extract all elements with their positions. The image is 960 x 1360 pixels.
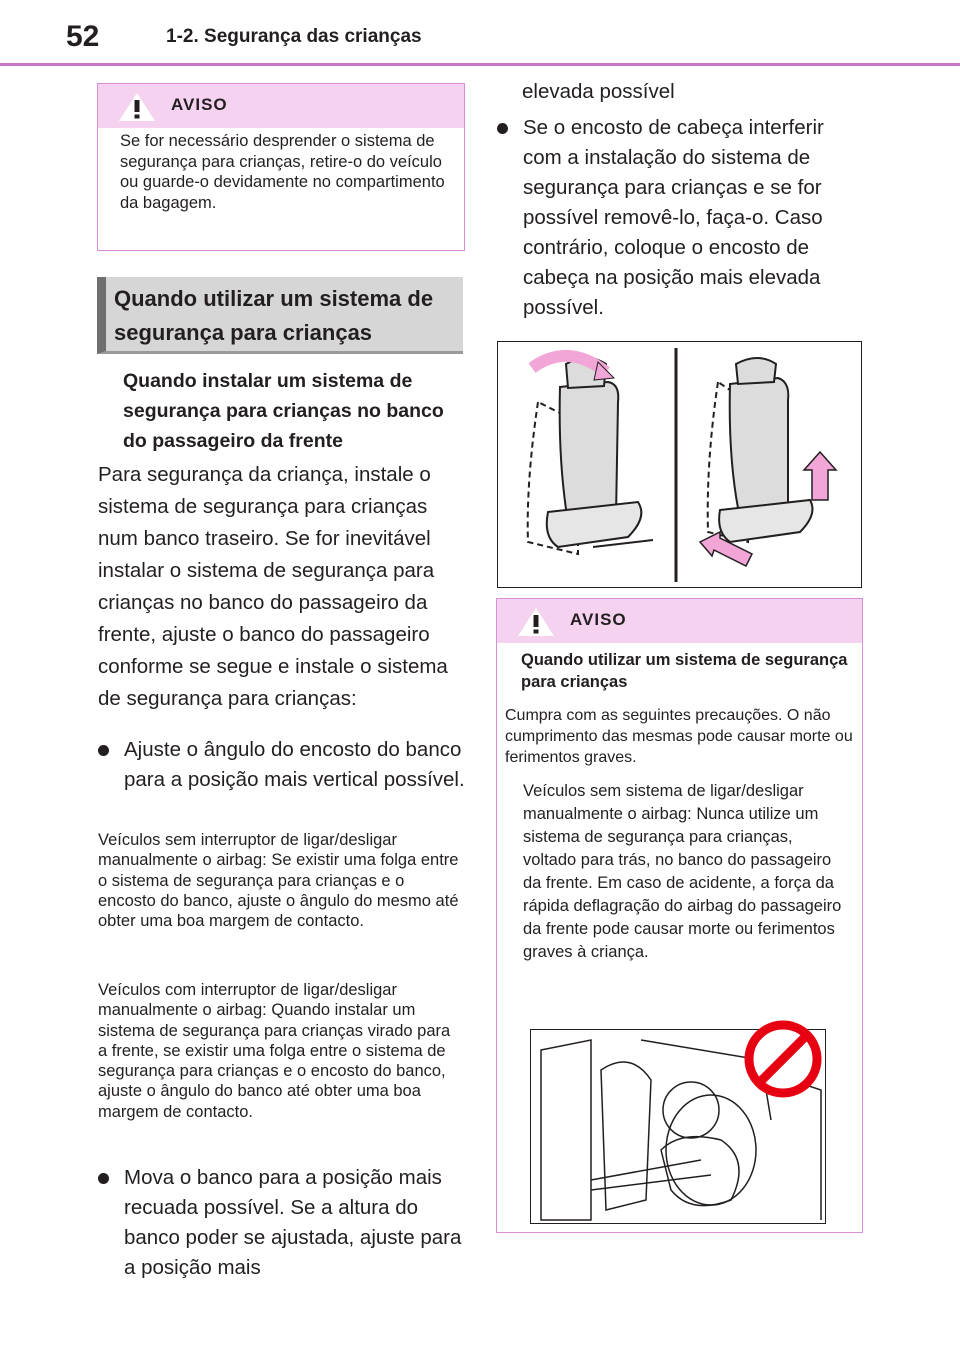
warning-box xyxy=(496,598,863,1233)
warning-label: AVISO xyxy=(171,95,228,114)
bullet-text: Se o encosto de cabeça interferir com a instalação do sistema de segurança para crianças e se for possível removê-lo, faça-o. Caso contrário, coloque o encosto de cabeça na posição mais elevada possível. xyxy=(523,116,824,319)
bullet-dot xyxy=(497,123,508,134)
intro-paragraph: Para segurança da criança, instale o sistema de segurança para crianças num banco traseiro. Se for inevitável instalar o sistema de segurança para crianças no banco do passageiro da frente, ajuste o banco do passageiro conforme se segue e instale o sistema de segurança para crianças: xyxy=(98,463,448,710)
seat-left-icon xyxy=(528,356,653,554)
header-rule xyxy=(0,63,960,66)
section-title: Quando utilizar um sistema de segurança para crianças xyxy=(114,286,434,345)
warning-text: Se for necessário desprender o sistema de segurança para crianças, retire-o do veículo ou guarde-o devidamente no compartimento da bagagem. xyxy=(120,132,445,212)
seat-adjustment-illustration xyxy=(497,341,862,588)
section-heading xyxy=(97,277,463,354)
bullet-text: Mova o banco para a posição mais recuada possível. Se a altura do banco poder se ajustada, ajuste para a posição mais xyxy=(124,1166,462,1279)
note-paragraph: Veículos com interruptor de ligar/desligar manualmente o airbag: Quando instalar um sistema de segurança para crianças virado para a frente, se existir uma folga entre o sistema de segurança para crianças e o encosto do banco, ajuste o ângulo do banco até obter uma boa margem de contacto. xyxy=(98,981,451,1121)
section-header: 1-2. Segurança das crianças xyxy=(166,26,422,47)
seat-right-icon xyxy=(700,358,836,566)
subheading: Quando instalar um sistema de segurança para crianças no banco do passageiro da frente xyxy=(123,370,444,452)
bullet-dot xyxy=(98,745,109,756)
warning-subheading: Quando utilizar um sistema de segurança para crianças xyxy=(521,651,848,691)
warning-triangle-icon xyxy=(517,607,555,637)
prohibition-icon xyxy=(743,1019,823,1099)
bullet-continuation: elevada possível xyxy=(522,80,675,103)
warning-text: Veículos sem sistema de ligar/desligar manualmente o airbag: Nunca utilize um sistema de segurança para crianças, voltado para trás, no banco do passageiro da frente. Em caso de acidente, a força da rápida deflagração do airbag do passageiro da frente pode causar morte ou ferimentos graves à criança. xyxy=(523,782,842,961)
warning-header xyxy=(497,599,862,643)
warning-text: Cumpra com as seguintes precauções. O não cumprimento das mesmas pode causar morte ou ferimentos graves. xyxy=(505,707,853,766)
bullet-dot xyxy=(98,1173,109,1184)
warning-label: AVISO xyxy=(570,610,627,629)
warning-header xyxy=(98,84,464,128)
page-number: 52 xyxy=(66,20,100,53)
note-paragraph: Veículos sem interruptor de ligar/desligar manualmente o airbag: Se existir uma folga entre o sistema de segurança para crianças e o encosto do banco, ajuste o ângulo do mesmo até obter uma boa margem de contacto. xyxy=(98,831,459,931)
warning-triangle-icon xyxy=(118,92,156,122)
warning-box xyxy=(97,83,465,251)
seat-drawing xyxy=(498,342,861,587)
bullet-text: Ajuste o ângulo do encosto do banco para a posição mais vertical possível. xyxy=(124,738,465,791)
